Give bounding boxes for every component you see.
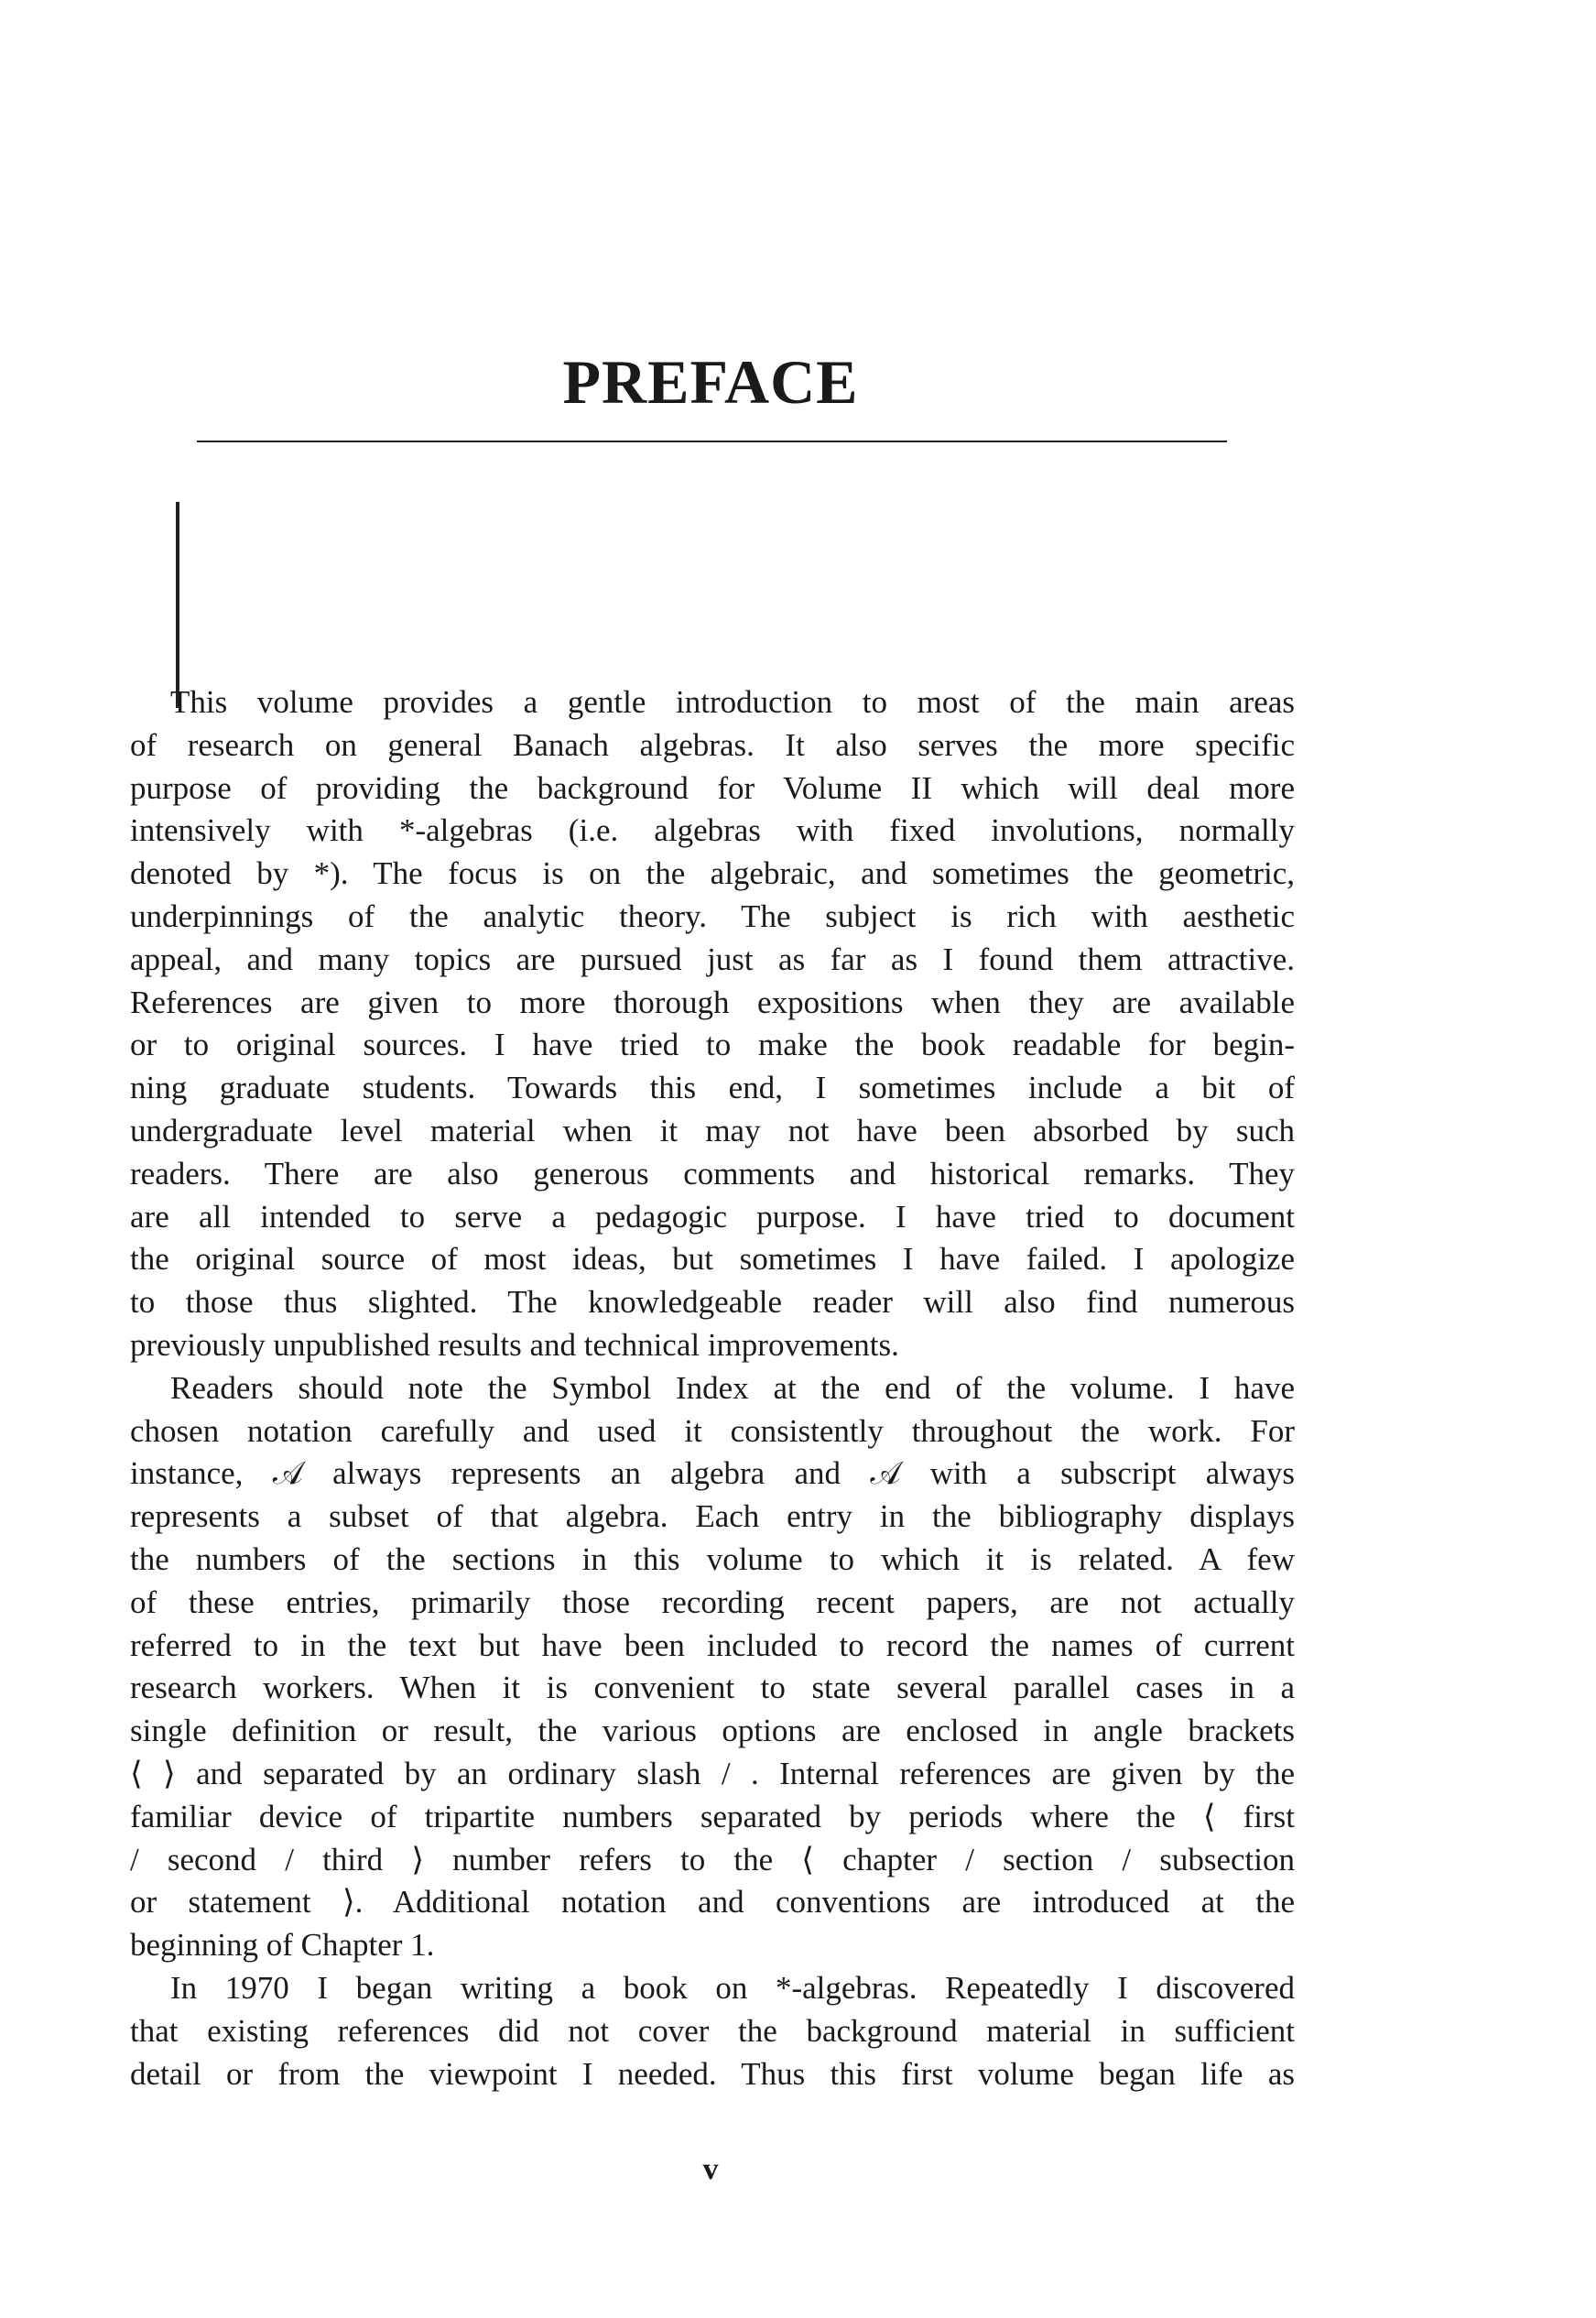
text-line: readers. There are also generous comments and historical remarks. They xyxy=(130,1155,1295,1192)
text-line: research workers. When it is convenient to state several parallel cases in a xyxy=(130,1670,1295,1706)
text-line: beginning of Chapter 1. xyxy=(130,1927,435,1964)
text-line: familiar device of tripartite numbers separated by periods where the ⟨ first xyxy=(130,1798,1295,1834)
text-line: single definition or result, the various options are enclosed in angle brackets xyxy=(130,1713,1295,1749)
text-line: of these entries, primarily those recording recent papers, are not actually xyxy=(130,1583,1295,1620)
text-line: the numbers of the sections in this volume to which it is related. A few xyxy=(130,1540,1295,1577)
text-line: represents a subset of that algebra. Each entry in the bibliography displays xyxy=(130,1498,1295,1535)
text-line: are all intended to serve a pedagogic purpose. I have tried to document xyxy=(130,1198,1295,1235)
text-line: ning graduate students. Towards this end, I sometimes include a bit of xyxy=(130,1070,1295,1106)
page-number: v xyxy=(702,2152,719,2186)
text-line: of research on general Banach algebras. It also serves the more specific xyxy=(130,726,1295,763)
text-line: ⟨ ⟩ and separated by an ordinary slash / . Internal references are given by the xyxy=(130,1755,1295,1791)
text-line: Readers should note the Symbol Index at the end of the volume. I have xyxy=(170,1369,1295,1406)
scan-artifact-mark xyxy=(176,502,179,708)
text-line: appeal, and many topics are pursued just as far as I found them attractive. xyxy=(130,941,1295,977)
title-rule-divider xyxy=(197,441,1227,442)
text-line: This volume provides a gentle introduction to most of the main areas xyxy=(170,684,1295,720)
text-line: detail or from the viewpoint I needed. Thus this first volume began life as xyxy=(130,2055,1295,2092)
text-line: instance, 𝒜 always represents an algebra and 𝒜 with a subscript always xyxy=(130,1455,1295,1492)
text-line: the original source of most ideas, but sometimes I have failed. I apologize xyxy=(130,1241,1295,1278)
text-line: to those thus slighted. The knowledgeable reader will also find numerous xyxy=(130,1284,1295,1321)
paragraph xyxy=(130,1367,1295,1967)
text-line: or to original sources. I have tried to make the book readable for begin- xyxy=(130,1027,1295,1063)
text-line: denoted by *). The focus is on the algebraic, and sometimes the geometric, xyxy=(130,855,1295,892)
text-line: purpose of providing the background for Volume II which will deal more xyxy=(130,769,1295,806)
text-line: / second / third ⟩ number refers to the ⟨ chapter / section / subsection xyxy=(130,1841,1295,1877)
text-line: that existing references did not cover the background material in sufficient xyxy=(130,2012,1295,2049)
paragraph xyxy=(130,1967,1295,2095)
text-line: intensively with *-algebras (i.e. algebras with fixed involutions, normally xyxy=(130,812,1295,849)
text-line: In 1970 I began writing a book on *-algebras. Repeatedly I discovered xyxy=(170,1969,1295,2006)
page-title: PREFACE xyxy=(562,347,859,417)
text-line: References are given to more thorough expositions when they are available xyxy=(130,984,1295,1020)
text-line: previously unpublished results and technical improvements. xyxy=(130,1326,899,1363)
paragraph xyxy=(130,681,1295,1367)
text-line: or statement ⟩. Additional notation and conventions are introduced at the xyxy=(130,1884,1295,1921)
text-line: chosen notation carefully and used it consistently throughout the work. For xyxy=(130,1412,1295,1449)
text-line: underpinnings of the analytic theory. The subject is rich with aesthetic xyxy=(130,898,1295,934)
text-line: undergraduate level material when it may not have been absorbed by such xyxy=(130,1112,1295,1148)
text-line: referred to in the text but have been included to record the names of current xyxy=(130,1627,1295,1663)
preface-body xyxy=(130,681,1295,2095)
